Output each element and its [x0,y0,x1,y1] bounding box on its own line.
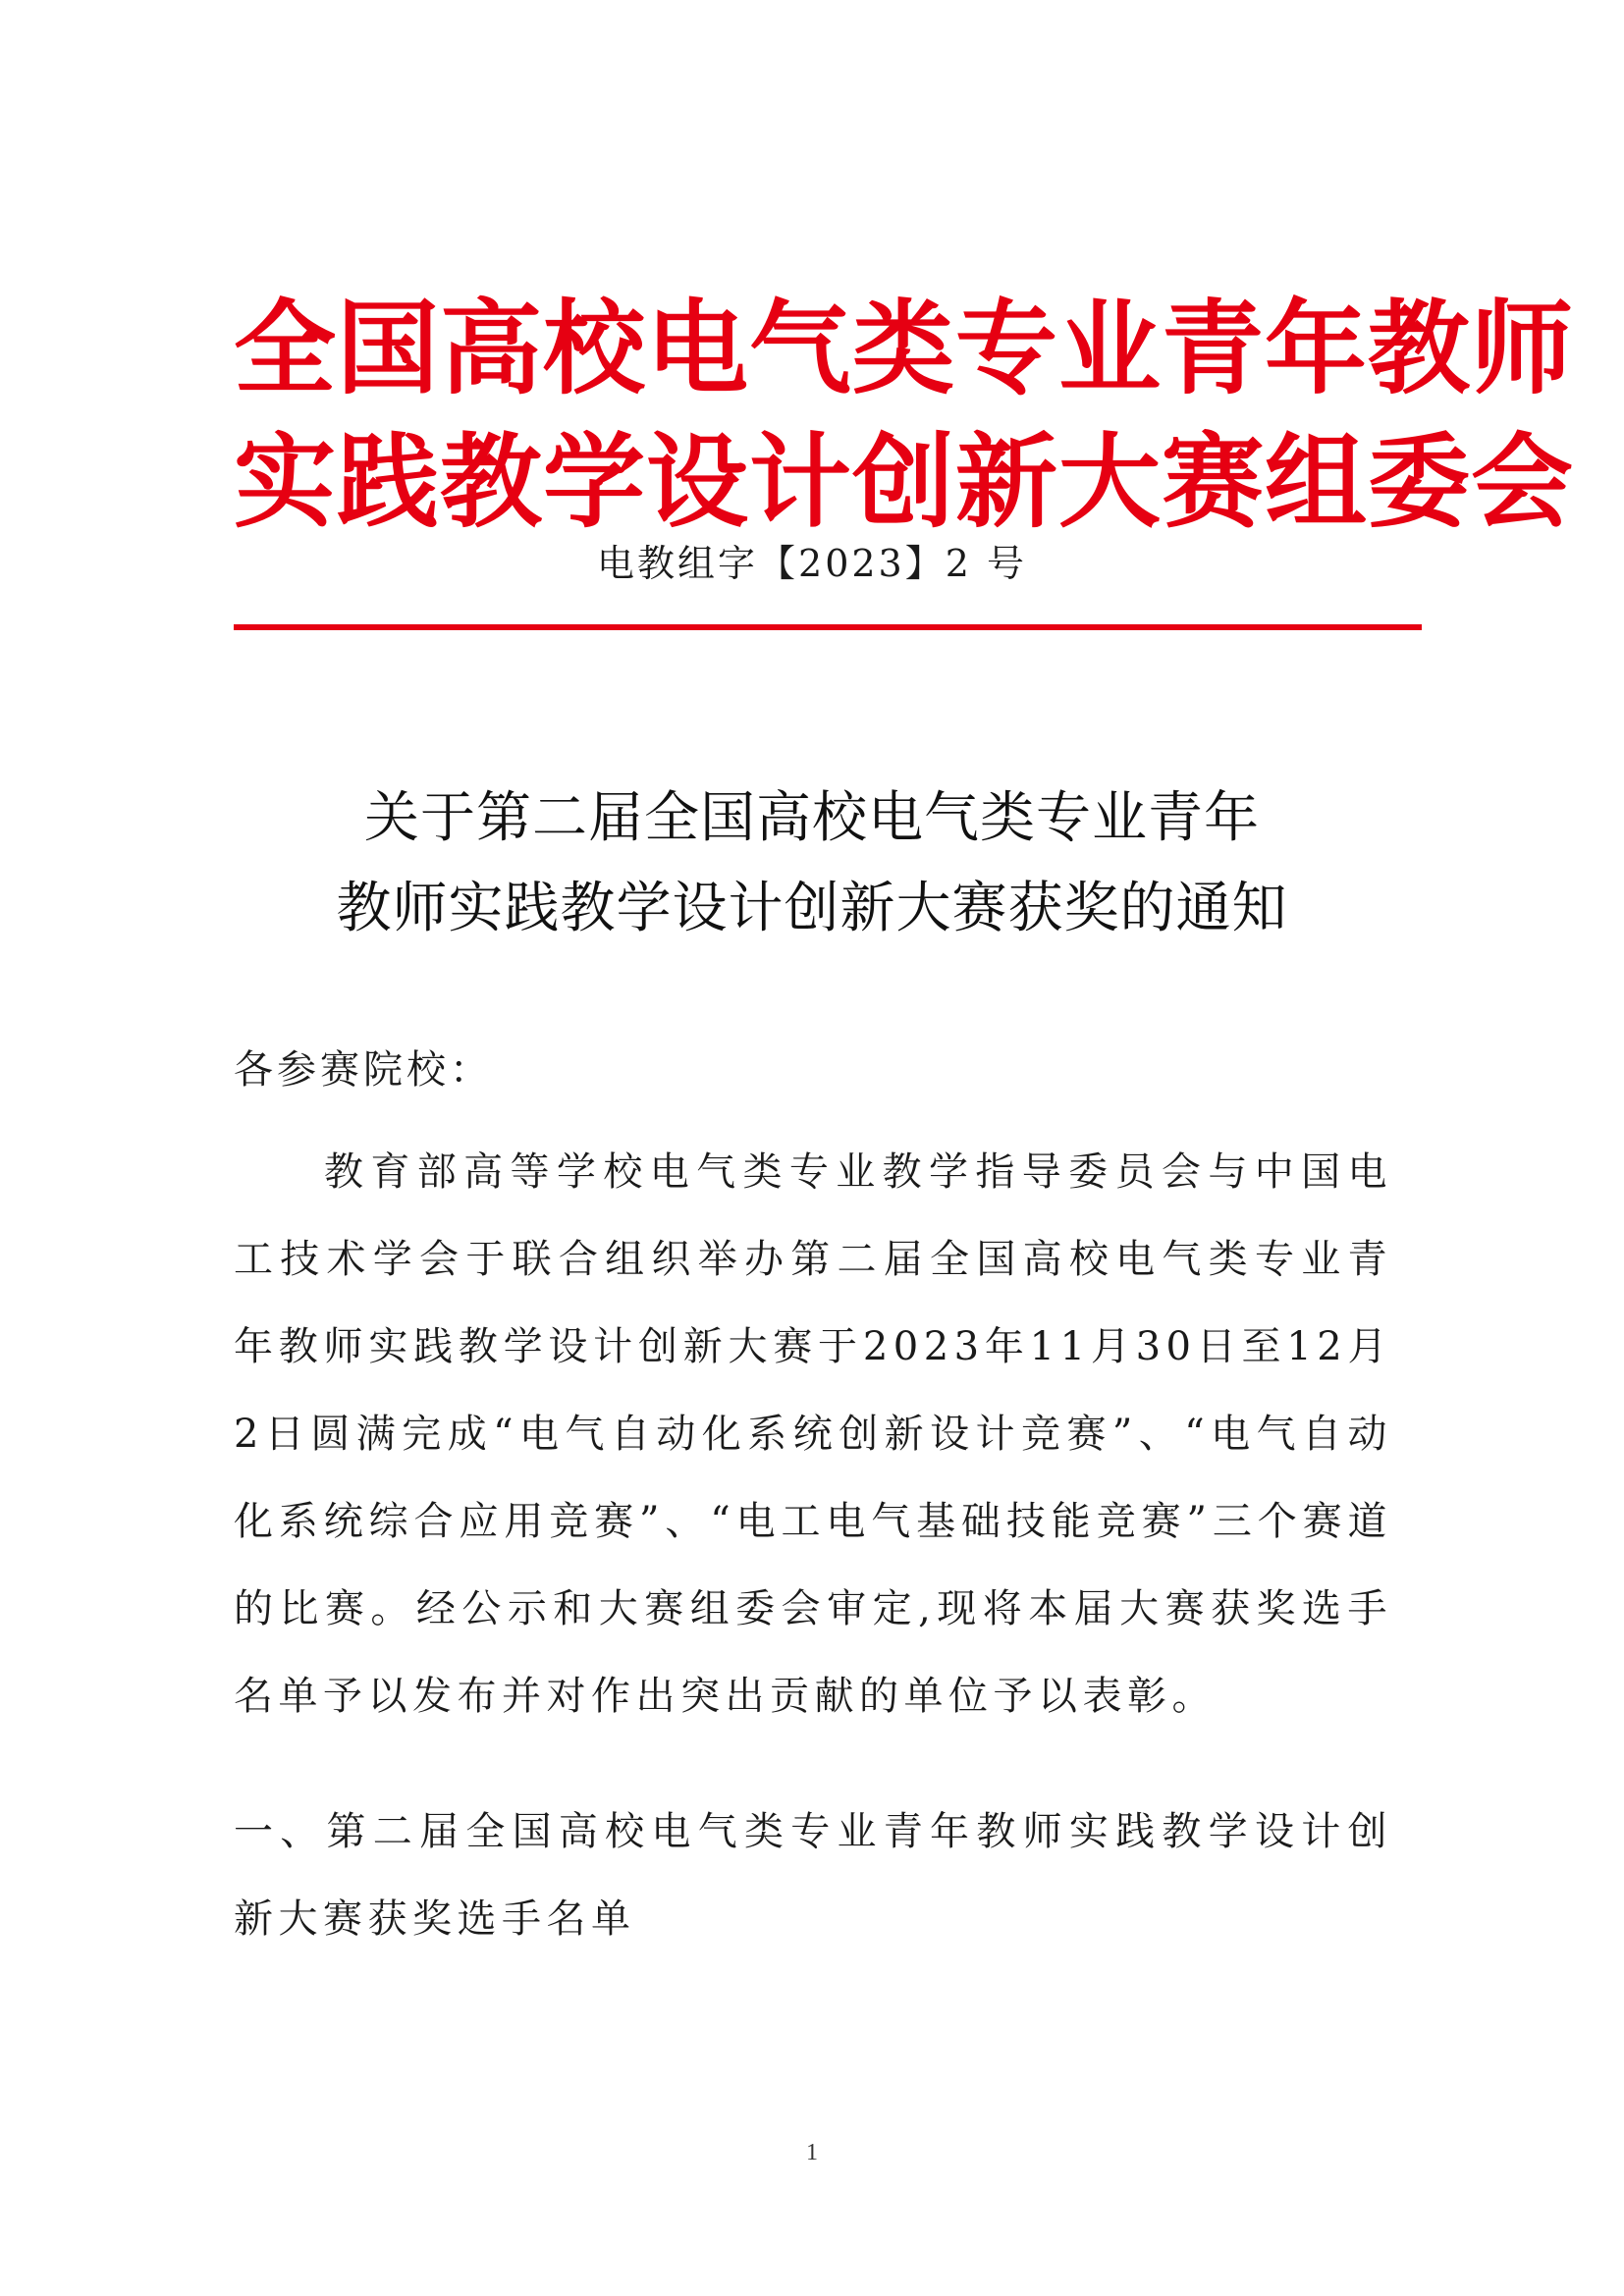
section-heading: 一、第二届全国高校电气类专业青年教师实践教学设计创新大赛获奖选手名单 [234,1809,1392,1942]
document-number: 电教组字【2023】2 号 [597,542,1027,585]
salutation: 各参赛院校： [234,1047,493,1093]
page-number: 1 [806,2140,818,2165]
body-paragraph: 教育部高等学校电气类专业教学指导委员会与中国电工技术学会于联合组织举办第二届全国高校电气类专业青年教师实践教学设计创新大赛于2023年11月30日至12月2日圆满完成“电气自动化系统创新设计竞赛”、“电气自动化系统综合应用竞赛”、“电工电气基础技能竞赛”三个赛道的比赛。经公示和大赛组委会审定,现将本届大赛获奖选手名单予以发布并对作出突出贡献的单位予以表彰。 [234,1149,1392,1719]
issuing-organization-title-line-1: 全国高校电气类专业青年教师 [234,289,1575,408]
notice-title-line-1: 关于第二届全国高校电气类专业青年 [364,786,1260,850]
red-divider-line [234,624,1422,630]
notice-title-line-2: 教师实践教学设计创新大赛获奖的通知 [336,877,1288,940]
issuing-organization-title-line-2: 实践教学设计创新大赛组委会 [234,422,1575,542]
